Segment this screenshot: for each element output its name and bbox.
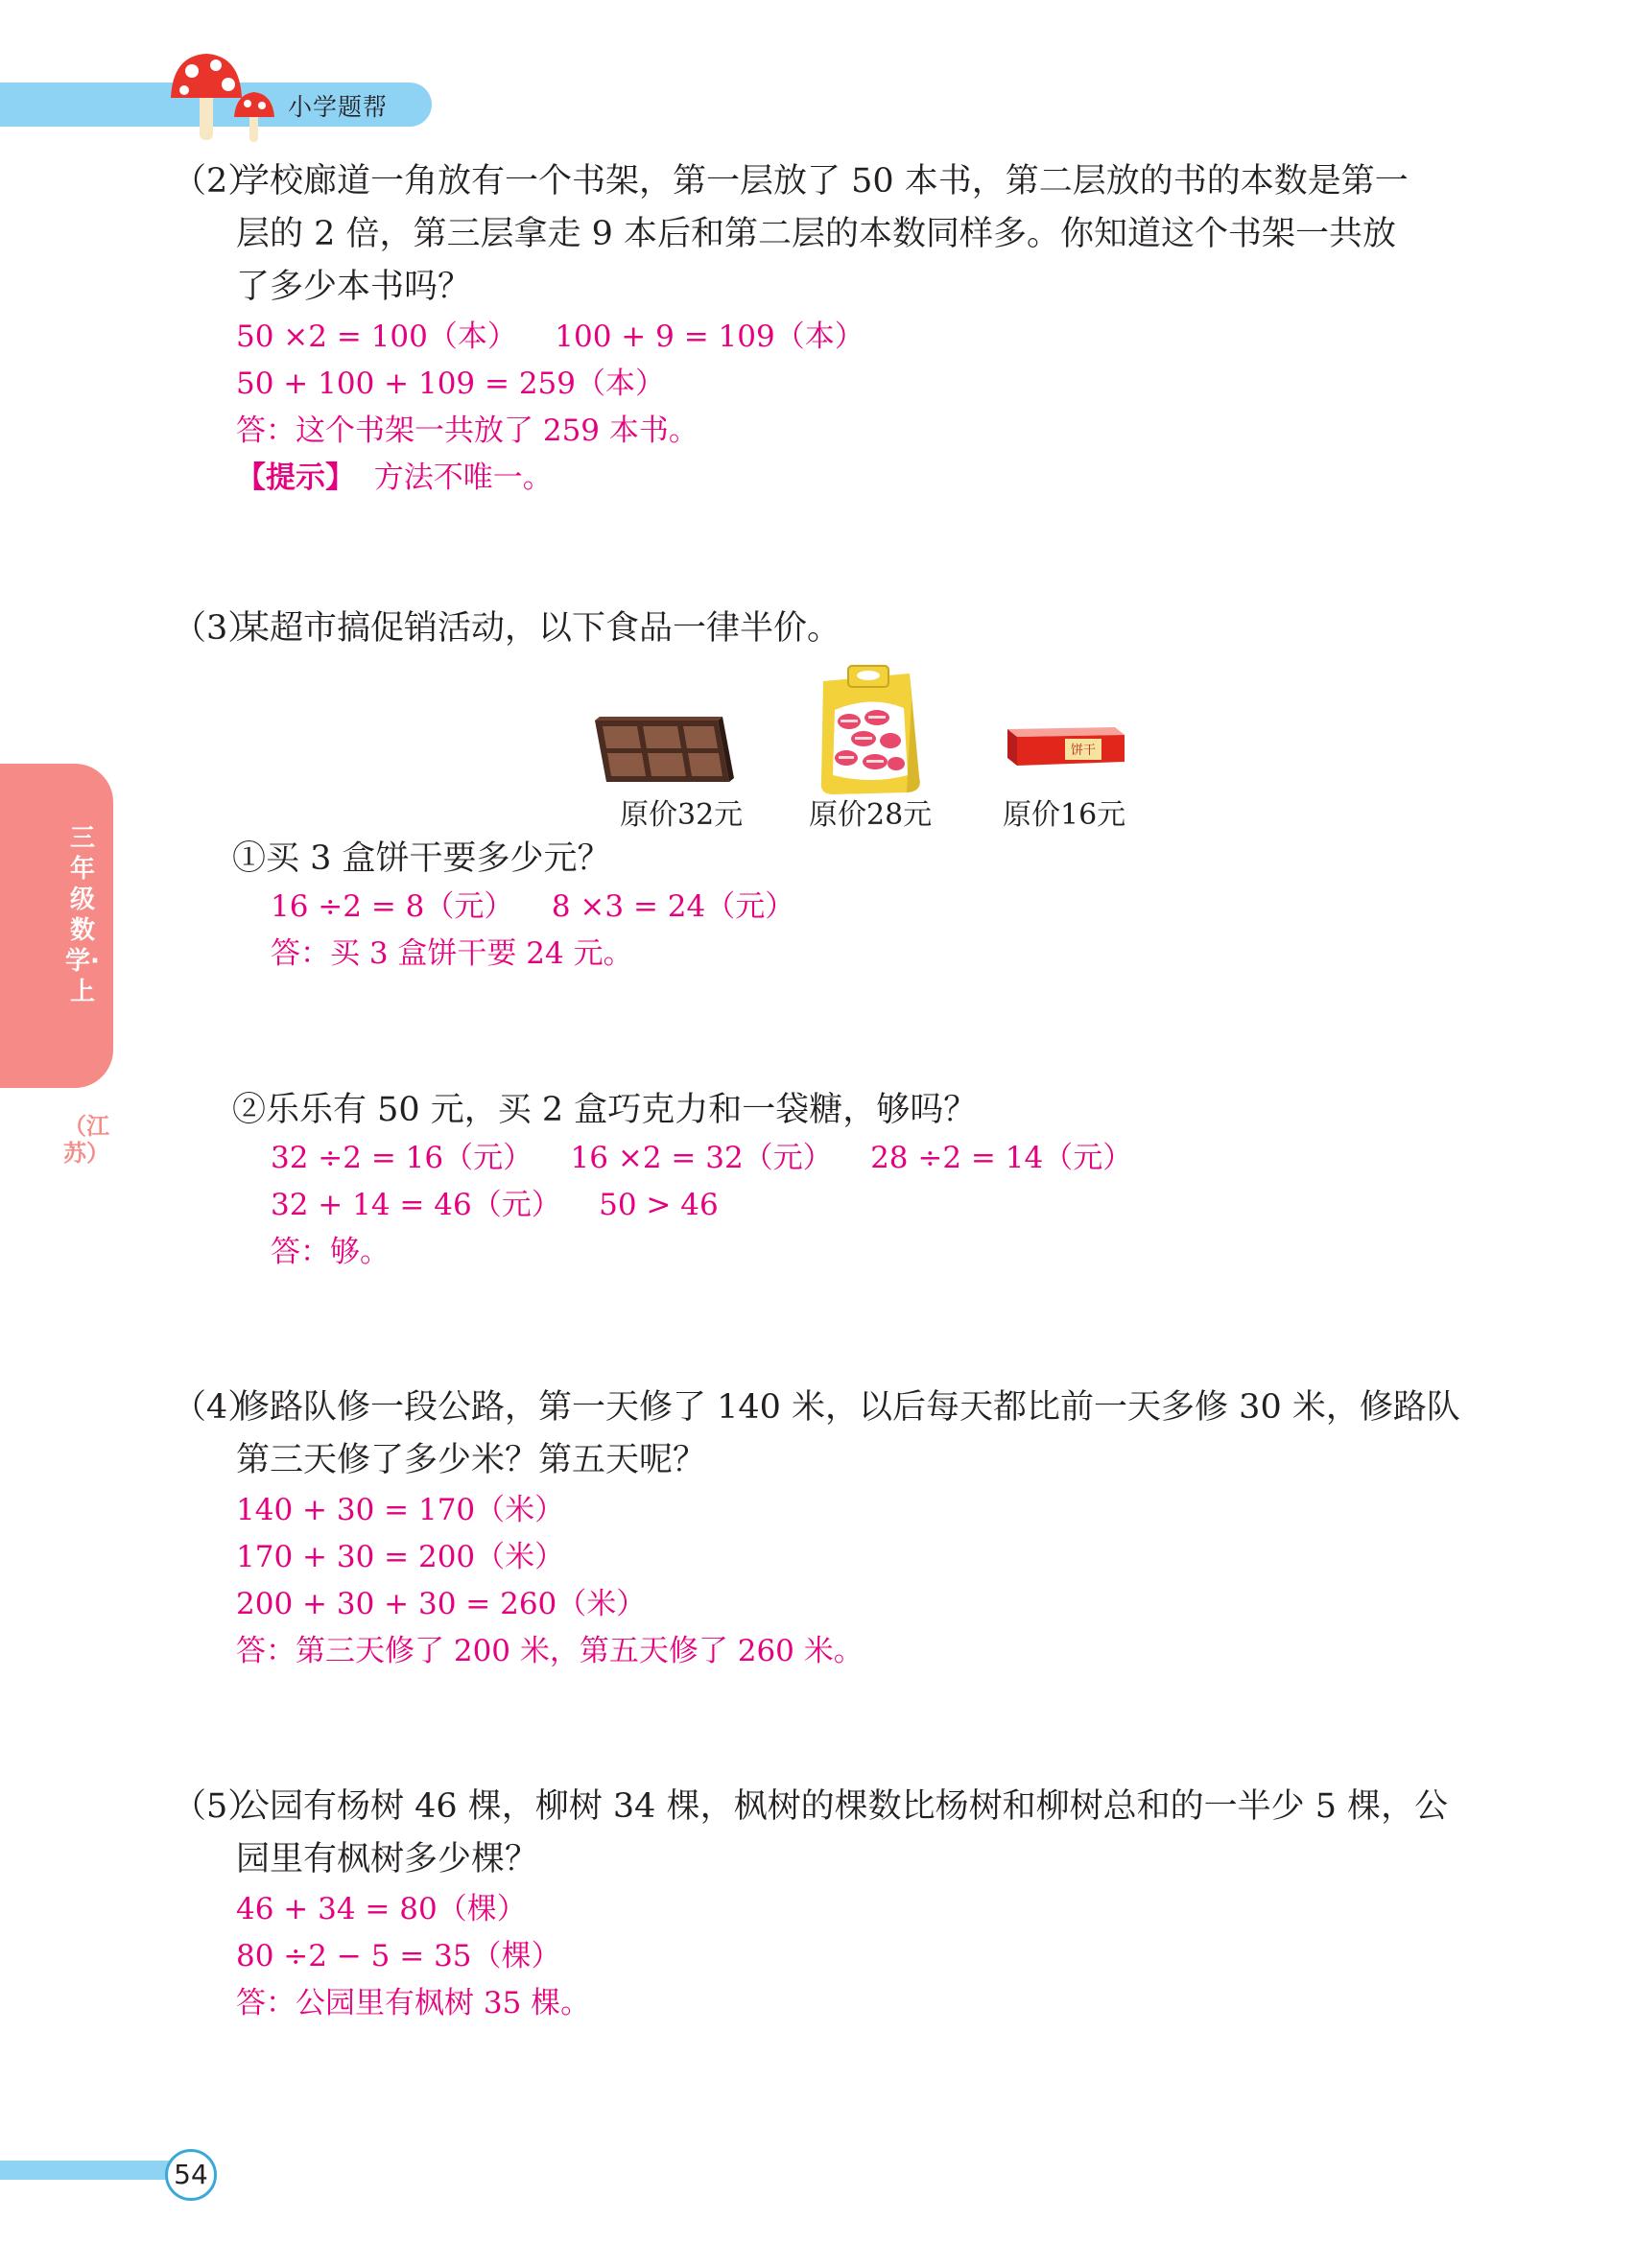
question-number: （4） [173,1388,262,1427]
answer-line: 32 + 14 = 46（元） 50 > 46 [271,1188,719,1222]
answer-line: 答：够。 [271,1235,390,1269]
biscuit-box-icon [1007,721,1125,768]
side-sub: （江苏） [63,1113,109,1167]
answer-line: 答：第三天修了 200 米，第五天修了 260 米。 [236,1634,864,1668]
answer-line: 50 + 100 + 109 = 259（本） [236,366,666,401]
question-text: 学校廊道一角放有一个书架，第一层放了 50 本书，第二层放的书的本数是第一 [236,162,1409,201]
side-label: 三年级数学·上 [65,824,100,1006]
question-text: 层的 2 倍，第三层拿走 9 本后和第二层的本数同样多。你知道这个书架一共放 [236,215,1397,253]
question-4 [173,1382,1516,1670]
answer-line: 46 + 34 = 80（棵） [236,1892,527,1926]
question-text: ①买 3 盒饼干要多少元？ [232,839,611,878]
question-number: （2） [173,162,262,201]
question-text: 修路队修一段公路，第一天修了 140 米，以后每天都比前一天多修 30 米，修路队 [236,1388,1460,1427]
answer-line: 200 + 30 + 30 = 260（米） [236,1587,647,1621]
mushroom-icon [163,50,288,146]
answer-line: 50 ×2 = 100（本） 100 + 9 = 109（本） [236,319,864,354]
answer-line: 16 ÷2 = 8（元） 8 ×3 = 24（元） [271,889,795,924]
price-label: 原价32元 [620,798,744,832]
question-text: 园里有枫树多少棵？ [236,1840,539,1878]
question-text: 公园有杨树 46 棵，柳树 34 棵，枫树的棵数比杨树和柳树总和的一半少 5 棵，公 [236,1787,1449,1826]
question-text: ②乐乐有 50 元，买 2 盒巧克力和一袋糖，够吗？ [232,1091,978,1129]
question-2 [173,155,1516,497]
answer-line: 80 ÷2 − 5 = 35（棵） [236,1939,561,1973]
answer-line: 32 ÷2 = 16（元） 16 ×2 = 32（元） 28 ÷2 = 14（元） [271,1141,1133,1175]
biscuit-label: 饼干 [1070,744,1097,758]
footer-bar [0,2161,173,2180]
hint-label: 【提示】 [236,461,355,495]
question-text: 某超市搞促销活动，以下食品一律半价。 [236,609,841,648]
answer-line: 答：这个书架一共放了 259 本书。 [236,413,699,448]
answer-line: 140 + 30 = 170（米） [236,1493,565,1527]
question-number: （5） [173,1787,262,1826]
question-3 [173,602,1516,655]
price-label: 原价28元 [809,798,933,832]
candy-bag-icon [816,662,926,796]
question-text: 第三天修了多少米？第五天呢？ [236,1441,707,1479]
question-5 [173,1781,1516,2022]
answer-line: 答：公园里有枫树 35 棵。 [236,1986,591,2020]
chocolate-icon [595,715,734,790]
answer-line: 答：买 3 盒饼干要 24 元。 [271,936,633,971]
question-text: 了多少本书吗？ [236,268,472,306]
sub-question-1 [232,833,1575,973]
price-label: 原价16元 [1003,798,1126,832]
question-number: （3） [173,609,262,648]
header-title: 小学题帮 [288,93,389,121]
answer-line: 170 + 30 = 200（米） [236,1540,565,1574]
sub-question-2 [232,1084,1575,1271]
hint-text: 方法不唯一。 [355,461,553,495]
page-number: 54 [165,2149,217,2201]
